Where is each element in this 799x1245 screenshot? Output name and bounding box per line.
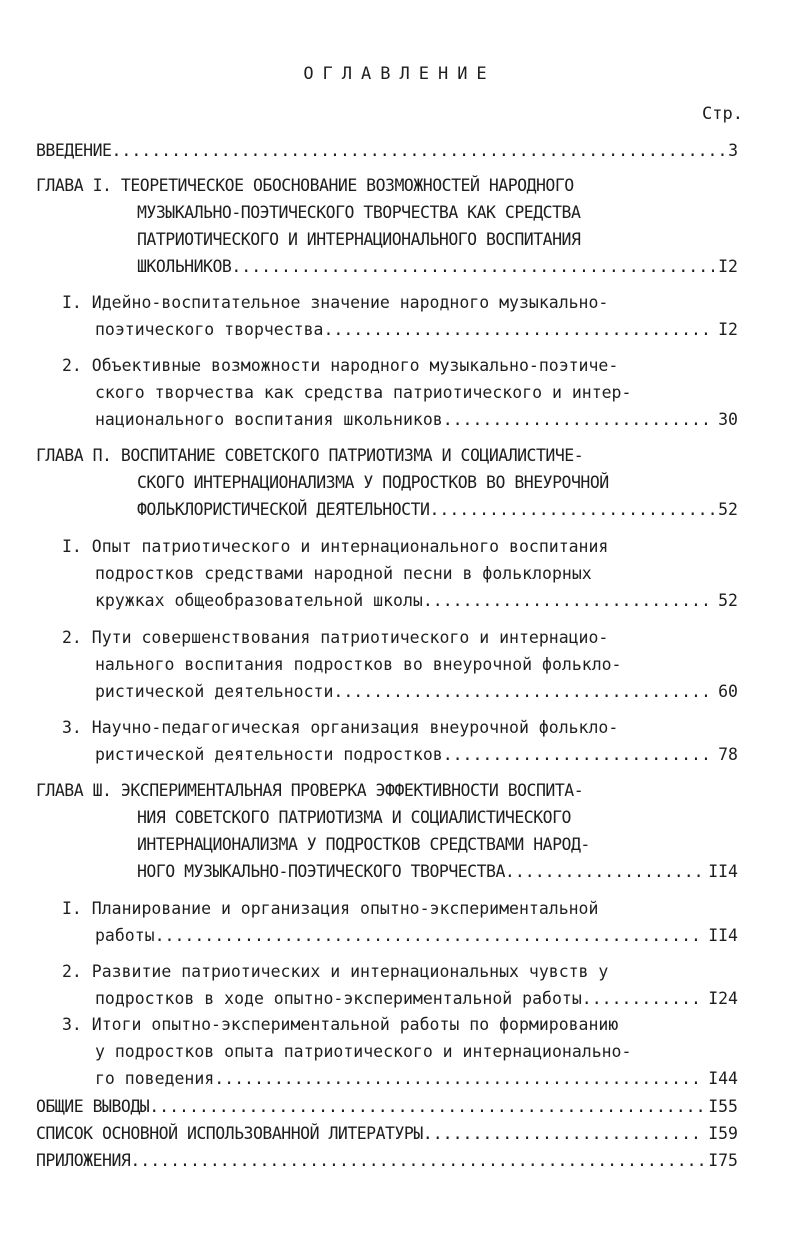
entry-text: подростков в ходе опытно-экспериментальной работы [95, 989, 582, 1008]
leader-dots [231, 256, 714, 278]
leader-dots [111, 140, 724, 162]
entry-text: 2. Объективные возможности народного музыкально-поэтиче- [62, 356, 619, 375]
entry-text: кружках общеобразовательной школы [95, 591, 423, 610]
leader-dots [423, 1123, 704, 1145]
toc-section-3-3-line-1[interactable] [62, 1014, 738, 1036]
entry-text: ФОЛЬКЛОРИСТИЧЕСКОЙ ДЕЯТЕЛЬНОСТИ [137, 500, 430, 519]
entry-text: работы [95, 926, 155, 945]
entry-text: национального воспитания школьников [95, 410, 443, 429]
toc-section-3-2-line-2 [95, 988, 738, 1010]
toc-section-2-2-line-3 [95, 681, 738, 703]
toc-section-1-1-line-1[interactable] [62, 292, 738, 314]
page-number: 52 [718, 591, 738, 610]
toc-chapter-2-line-1[interactable] [36, 445, 738, 467]
toc-chapter-3-line-3 [137, 834, 738, 856]
leader-dots [443, 744, 714, 766]
entry-text: ристической деятельности [95, 682, 334, 701]
leader-dots [505, 861, 704, 883]
toc-chapter-1-line-3 [137, 229, 738, 251]
entry-text: I. Планирование и организация опытно-экспериментальной [62, 899, 599, 918]
leader-dots [429, 499, 714, 521]
entry-text: у подростков опыта патриотического и интернационально- [95, 1042, 632, 1061]
page-column-header: Стр. [702, 104, 743, 124]
entry-text: I. Идейно-воспитательное значение народного музыкально- [62, 293, 609, 312]
page-number: 3 [728, 141, 738, 160]
toc-section-3-2-line-1[interactable] [62, 961, 738, 983]
page-number: II4 [708, 862, 738, 881]
entry-text: ОБЩИЕ ВЫВОДЫ [36, 1097, 150, 1116]
entry-text: ГЛАВА I. ТЕОРЕТИЧЕСКОЕ ОБОСНОВАНИЕ ВОЗМОЖНОСТЕЙ НАРОДНОГО [36, 176, 574, 195]
toc-chapter-3-line-1[interactable] [36, 780, 738, 802]
toc-section-2-2-line-1[interactable] [62, 627, 738, 649]
leader-dots [130, 1150, 704, 1172]
leader-dots [155, 925, 705, 947]
entry-text: МУЗЫКАЛЬНО-ПОЭТИЧЕСКОГО ТВОРЧЕСТВА КАК СРЕДСТВА [137, 203, 581, 222]
toc-section-1-2-line-2 [95, 382, 738, 404]
toc-section-2-2-line-2 [95, 654, 738, 676]
entry-text: го поведения [95, 1069, 215, 1088]
page-number: 78 [718, 745, 738, 764]
entry-text: ИНТЕРНАЦИОНАЛИЗМА У ПОДРОСТКОВ СРЕДСТВАМИ НАРОД- [137, 835, 590, 854]
toc-section-1-1-line-2 [95, 319, 738, 341]
toc-section-2-3-line-2 [95, 744, 738, 766]
entry-text: I. Опыт патриотического и интернационального воспитания [62, 537, 609, 556]
entry-text: ВВЕДЕНИЕ [36, 141, 112, 160]
toc-section-3-1-line-1[interactable] [62, 898, 738, 920]
page-number: I2 [718, 257, 738, 276]
entry-text: 2. Развитие патриотических и интернациональных чувств у [62, 962, 609, 981]
page-number: 60 [718, 682, 738, 701]
entry-text: НИЯ СОВЕТСКОГО ПАТРИОТИЗМА И СОЦИАЛИСТИЧЕСКОГО [137, 808, 571, 827]
page-title: ОГЛАВЛЕНИЕ [303, 64, 496, 84]
leader-dots [582, 988, 704, 1010]
leader-dots [323, 319, 714, 341]
page-number: 52 [718, 500, 738, 519]
leader-dots [333, 681, 714, 703]
entry-text: ского творчества как средства патриотического и интер- [95, 383, 632, 402]
page-number: I59 [708, 1124, 738, 1143]
entry-text: подростков средствами народной песни в фольклорных [95, 564, 592, 583]
entry-text: нального воспитания подростков во внеурочной фолькло- [95, 655, 622, 674]
toc-section-3-3-line-3 [95, 1068, 738, 1090]
toc-chapter-1-line-4 [137, 256, 738, 278]
entry-text: ГЛАВА Ш. ЭКСПЕРИМЕНТАЛЬНАЯ ПРОВЕРКА ЭФФЕКТИВНОСТИ ВОСПИТА- [36, 781, 584, 800]
toc-chapter-1-line-1[interactable] [36, 175, 738, 197]
page-number: I75 [708, 1151, 738, 1170]
toc-chapter-2-line-2 [137, 472, 738, 494]
toc-section-2-1-line-3 [95, 590, 738, 612]
page-number: I2 [718, 320, 738, 339]
page-number: 30 [718, 410, 738, 429]
page-number: I24 [708, 989, 738, 1008]
toc-entry-intro[interactable] [36, 140, 738, 162]
toc-section-3-1-line-2 [95, 925, 738, 947]
entry-text: поэтического творчества [95, 320, 324, 339]
leader-dots [214, 1068, 704, 1090]
page-number: II4 [708, 926, 738, 945]
toc-chapter-1-line-2 [137, 202, 738, 224]
toc-section-3-3-line-2 [95, 1041, 738, 1063]
toc-entry-conclusions[interactable] [36, 1096, 738, 1118]
toc-chapter-2-line-3 [137, 499, 738, 521]
toc-section-2-1-line-1[interactable] [62, 536, 738, 558]
entry-text: ПРИЛОЖЕНИЯ [36, 1151, 131, 1170]
toc-section-2-1-line-2 [95, 563, 738, 585]
toc-section-1-2-line-3 [95, 409, 738, 431]
leader-dots [443, 409, 714, 431]
toc-chapter-3-line-4 [137, 861, 738, 883]
toc-chapter-3-line-2 [137, 807, 738, 829]
entry-text: СПИСОК ОСНОВНОЙ ИСПОЛЬЗОВАННОЙ ЛИТЕРАТУРЫ [36, 1124, 423, 1143]
entry-text: 3. Научно-педагогическая организация внеурочной фолькло- [62, 718, 619, 737]
toc-entry-appendices[interactable] [36, 1150, 738, 1172]
entry-text: 2. Пути совершенствования патриотического и интернацио- [62, 628, 609, 647]
entry-text: ШКОЛЬНИКОВ [137, 257, 232, 276]
toc-entry-references[interactable] [36, 1123, 738, 1145]
entry-text: 3. Итоги опытно-экспериментальной работы по формированию [62, 1015, 619, 1034]
toc-section-1-2-line-1[interactable] [62, 355, 738, 377]
entry-text: ГЛАВА П. ВОСПИТАНИЕ СОВЕТСКОГО ПАТРИОТИЗМА И СОЦИАЛИСТИЧЕ- [36, 446, 584, 465]
entry-text: НОГО МУЗЫКАЛЬНО-ПОЭТИЧЕСКОГО ТВОРЧЕСТВА [137, 862, 505, 881]
page-number: I44 [708, 1069, 738, 1088]
page-number: I55 [708, 1097, 738, 1116]
entry-text: ПАТРИОТИЧЕСКОГО И ИНТЕРНАЦИОНАЛЬНОГО ВОСПИТАНИЯ [137, 230, 581, 249]
leader-dots [149, 1096, 704, 1118]
leader-dots [423, 590, 714, 612]
toc-section-2-3-line-1[interactable] [62, 717, 738, 739]
entry-text: СКОГО ИНТЕРНАЦИОНАЛИЗМА У ПОДРОСТКОВ ВО ВНЕУРОЧНОЙ [137, 473, 609, 492]
entry-text: ристической деятельности подростков [95, 745, 443, 764]
